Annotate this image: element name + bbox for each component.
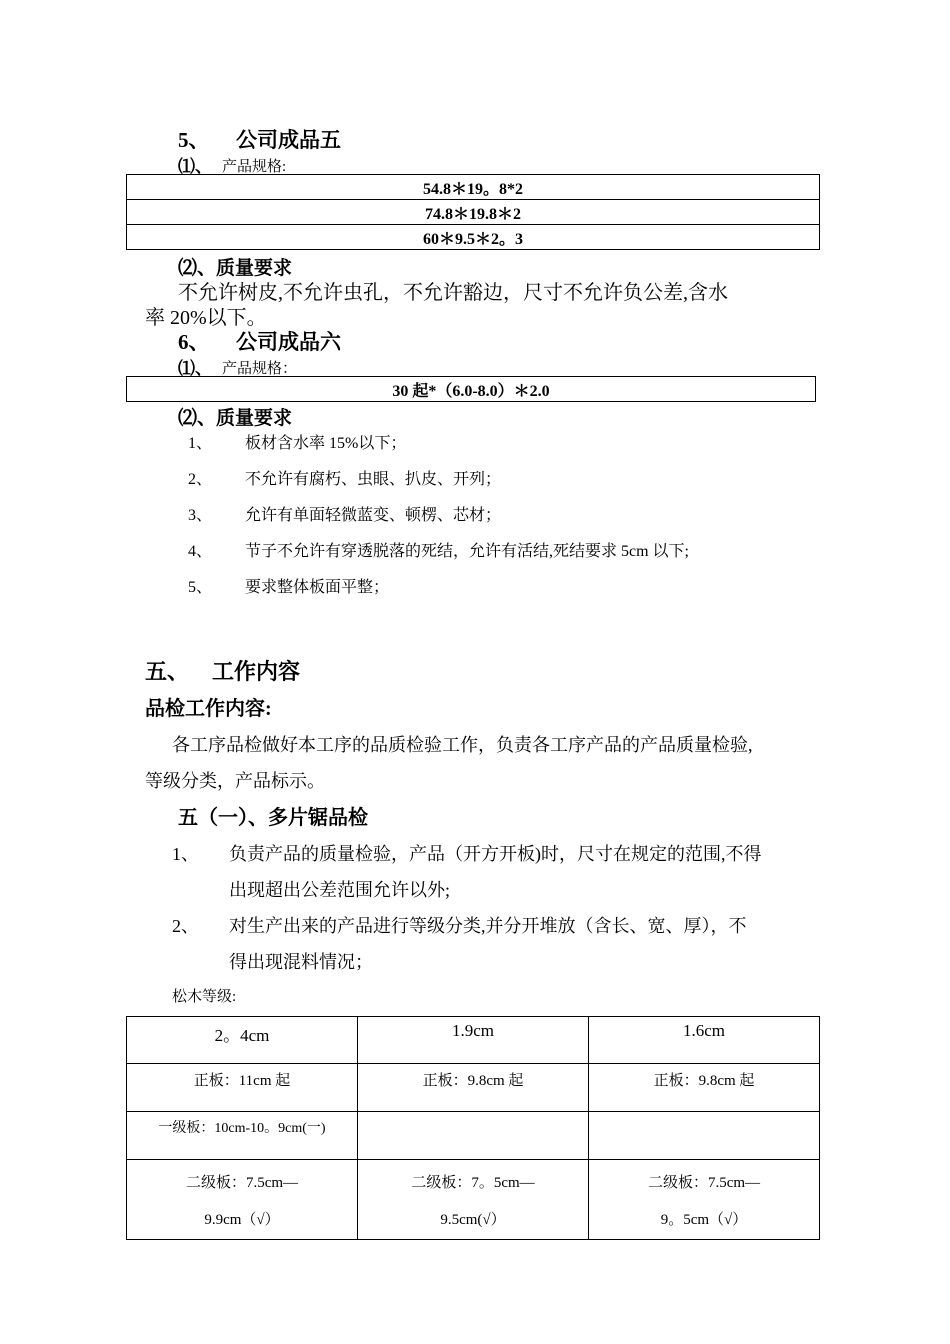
- list-item: 对生产出来的产品进行等级分类,并分开堆放（含长、宽、厚），不: [229, 916, 747, 936]
- list-item-num: 2、: [188, 471, 213, 488]
- grade-cell: [589, 1160, 820, 1240]
- section5-spec-table: [126, 174, 820, 250]
- work-heading-num: 五、: [145, 659, 190, 684]
- section5-spec-label: 产品规格:: [222, 159, 287, 175]
- grade-cell-line: 9.9cm（√）: [204, 1212, 280, 1228]
- grade-header: 2。4cm: [127, 1017, 358, 1064]
- list-item: 要求整体板面平整；: [245, 579, 390, 596]
- grade-table: [126, 1016, 820, 1240]
- grade-cell: [358, 1112, 589, 1160]
- grade-cell: 一级板：10cm-10。9cm(一): [127, 1112, 358, 1160]
- section6-quality-label: ⑵、质量要求: [178, 408, 293, 429]
- grade-cell-line: 二级板：7.5cm—: [185, 1175, 299, 1191]
- spec-cell: 30 起*（6.0-8.0）＊2.0: [127, 377, 816, 402]
- list-item-cont: 出现超出公差范围允许以外;: [229, 880, 450, 900]
- grade-cell: 正板：11cm 起: [127, 1064, 358, 1112]
- list-item: 不允许有腐朽、虫眼、扒皮、开列；: [245, 471, 502, 488]
- spec-cell: 54.8＊19。8*2: [127, 175, 820, 200]
- list-item-cont: 得出现混料情况；: [229, 952, 373, 972]
- list-item: 负责产品的质量检验，产品（开方开板)时，尺寸在规定的范围,不得: [229, 844, 762, 864]
- grade-header: 1.9cm: [358, 1017, 589, 1064]
- grade-label: 松木等级:: [172, 989, 237, 1005]
- work-heading: 工作内容: [212, 659, 301, 684]
- section5-quality-label: ⑵、质量要求: [178, 258, 293, 279]
- grade-cell-line: 二级板：7.5cm—: [647, 1175, 761, 1191]
- section6-heading: 公司成品六: [236, 330, 341, 354]
- section5-heading: 公司成品五: [236, 128, 341, 152]
- work-paragraph-line1: 各工序品检做好本工序的品质检验工作，负责各工序产品的产品质量检验,: [172, 735, 753, 755]
- grade-cell-line: 9。5cm（√）: [660, 1212, 748, 1228]
- grade-cell: [127, 1160, 358, 1240]
- grade-cell-line: 二级板：7。5cm—: [411, 1175, 535, 1191]
- list-item-num: 4、: [188, 543, 213, 560]
- list-item: 板材含水率 15%以下；: [245, 435, 407, 452]
- list-item-num: 5、: [188, 579, 213, 596]
- subsection-heading: 五（一）、多片锯品检: [178, 807, 368, 829]
- section5-quality-text-2: 率 20%以下。: [145, 307, 267, 329]
- grade-cell: 正板：9.8cm 起: [589, 1064, 820, 1112]
- section6-spec-table: [126, 376, 816, 402]
- work-paragraph-line2: 等级分类，产品标示。: [145, 771, 325, 791]
- work-subheading: 品检工作内容:: [145, 698, 272, 720]
- section5-spec-num: ⑴、: [178, 157, 212, 176]
- grade-cell: [358, 1160, 589, 1240]
- spec-cell: 74.8＊19.8＊2: [127, 200, 820, 225]
- grade-cell: [589, 1112, 820, 1160]
- section5-heading-num: 5、: [178, 128, 210, 152]
- list-item: 节子不允许有穿透脱落的死结，允许有活结,死结要求 5cm 以下;: [245, 543, 689, 560]
- list-item-num: 1、: [172, 844, 199, 864]
- grade-cell: 正板：9.8cm 起: [358, 1064, 589, 1112]
- list-item: 允许有单面轻微蓝变、顿楞、芯材；: [245, 507, 502, 524]
- section6-heading-num: 6、: [178, 330, 210, 354]
- grade-header: 1.6cm: [589, 1017, 820, 1064]
- spec-cell: 60＊9.5＊2。3: [127, 225, 820, 250]
- section5-quality-text: 不允许树皮,不允许虫孔，不允许豁边，尺寸不允许负公差,含水: [178, 282, 728, 304]
- list-item-num: 3、: [188, 507, 213, 524]
- grade-cell-line: 9.5cm(√）: [440, 1212, 506, 1228]
- list-item-num: 1、: [188, 435, 213, 452]
- section6-spec-label: 产品规格：: [222, 361, 298, 377]
- section6-spec-num: ⑴、: [178, 359, 212, 378]
- list-item-num: 2、: [172, 916, 199, 936]
